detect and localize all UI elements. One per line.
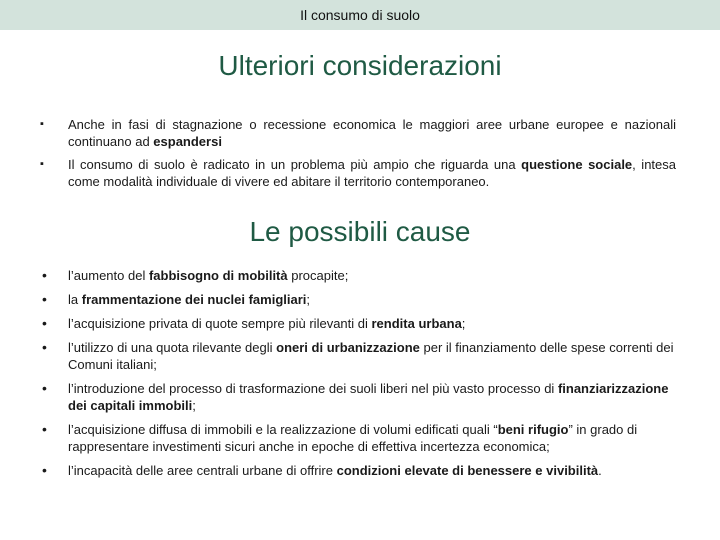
section-title-causes: Le possibili cause [249, 216, 471, 247]
list-item: • l’incapacità delle aree centrali urbane di offrire condizioni elevate di benessere e vivibilità. [42, 462, 602, 478]
bullet-icon: • [42, 291, 47, 307]
bullet-icon: • [42, 315, 47, 331]
bullet-icon: • [42, 380, 47, 396]
bullet-icon: • [42, 462, 47, 478]
list-item: ▪ Il consumo di suolo è radicato in un problema più ampio che riguarda una questione sociale, intesa come modalità individuale di vivere ed abitare il territorio contemporaneo. [40, 157, 676, 189]
slide-header [0, 0, 720, 30]
bullet-icon: • [42, 339, 47, 355]
list-item: ▪ Anche in fasi di stagnazione o recessione economica le maggiori aree urbane europee e nazionali continuano ad espandersi [40, 117, 676, 149]
list-item: • l’aumento del fabbisogno di mobilità procapite; [42, 267, 349, 283]
section-title-considerations: Ulteriori considerazioni [218, 50, 502, 81]
list-item: • l’utilizzo di una quota rilevante degli oneri di urbanizzazione per il finanziamento delle spese correnti dei Comuni italiani; [42, 339, 674, 372]
list-item: • la frammentazione dei nuclei famigliari; [42, 291, 311, 307]
header-text: Il consumo di suolo [300, 7, 420, 23]
list-item: • l’acquisizione diffusa di immobili e la realizzazione di volumi edificati quali “beni rifugio” in grado di rappresentare investimenti sicuri anche in epoche di effettiva incertezza economica; [42, 421, 638, 454]
causes-list [0, 267, 720, 486]
square-bullet-icon: ▪ [40, 158, 44, 170]
list-item: • l’acquisizione privata di quote sempre più rilevanti di rendita urbana; [42, 315, 466, 331]
list-item: • l’introduzione del processo di trasformazione dei suoli liberi nel più vasto processo di finanziarizzazione dei capitali immobili; [42, 380, 669, 413]
bullet-icon: • [42, 267, 47, 283]
square-bullet-icon: ▪ [40, 118, 44, 130]
bullet-icon: • [42, 421, 47, 437]
considerations-list [0, 116, 720, 196]
